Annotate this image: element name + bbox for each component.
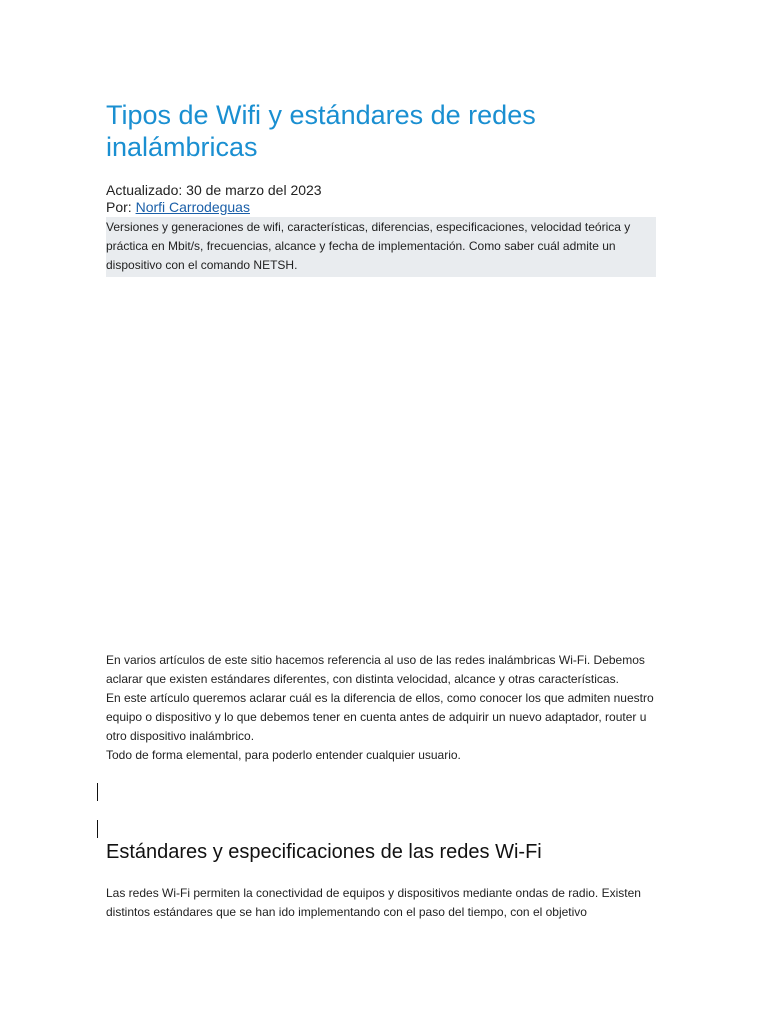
- section-text: [106, 884, 666, 922]
- section-paragraph: Las redes Wi-Fi permiten la conectividad de equipos y dispositivos mediante ondas de radio. Existen distintos estándares que se han ido implementando con el paso del tiempo, con el objetivo: [106, 886, 641, 919]
- intro-text: [106, 651, 666, 765]
- section-heading: Estándares y especificaciones de las redes Wi-Fi: [106, 841, 542, 863]
- author-link[interactable]: Norfi Carrodeguas: [135, 199, 250, 215]
- article-summary: Versiones y generaciones de wifi, características, diferencias, especificaciones, velocidad teórica y práctica en Mbit/s, frecuencias, alcance y fecha de implementación. Como saber cuál admite un dispositivo con el comando NETSH.: [106, 217, 656, 277]
- updated-date: Actualizado: 30 de marzo del 2023: [106, 182, 322, 198]
- author-line: [106, 199, 250, 216]
- article-title: Tipos de Wifi y estándares de redes inalámbricas: [106, 100, 536, 162]
- author-prefix: Por:: [106, 199, 136, 215]
- text-cursor: [97, 783, 98, 801]
- intro-paragraph: En este artículo queremos aclarar cuál es la diferencia de ellos, como conocer los que admiten nuestro equipo o dispositivo y lo que debemos tener en cuenta antes de adquirir un nuevo adaptador, router u otro dispositivo inalámbrico.: [106, 691, 654, 743]
- text-cursor: [97, 820, 98, 838]
- image-placeholder: [106, 290, 656, 640]
- intro-paragraph: Todo de forma elemental, para poderlo entender cualquier usuario.: [106, 748, 461, 762]
- intro-paragraph: En varios artículos de este sitio hacemos referencia al uso de las redes inalámbricas Wi-Fi. Debemos aclarar que existen estándares diferentes, con distinta velocidad, alcance y otras características.: [106, 653, 645, 686]
